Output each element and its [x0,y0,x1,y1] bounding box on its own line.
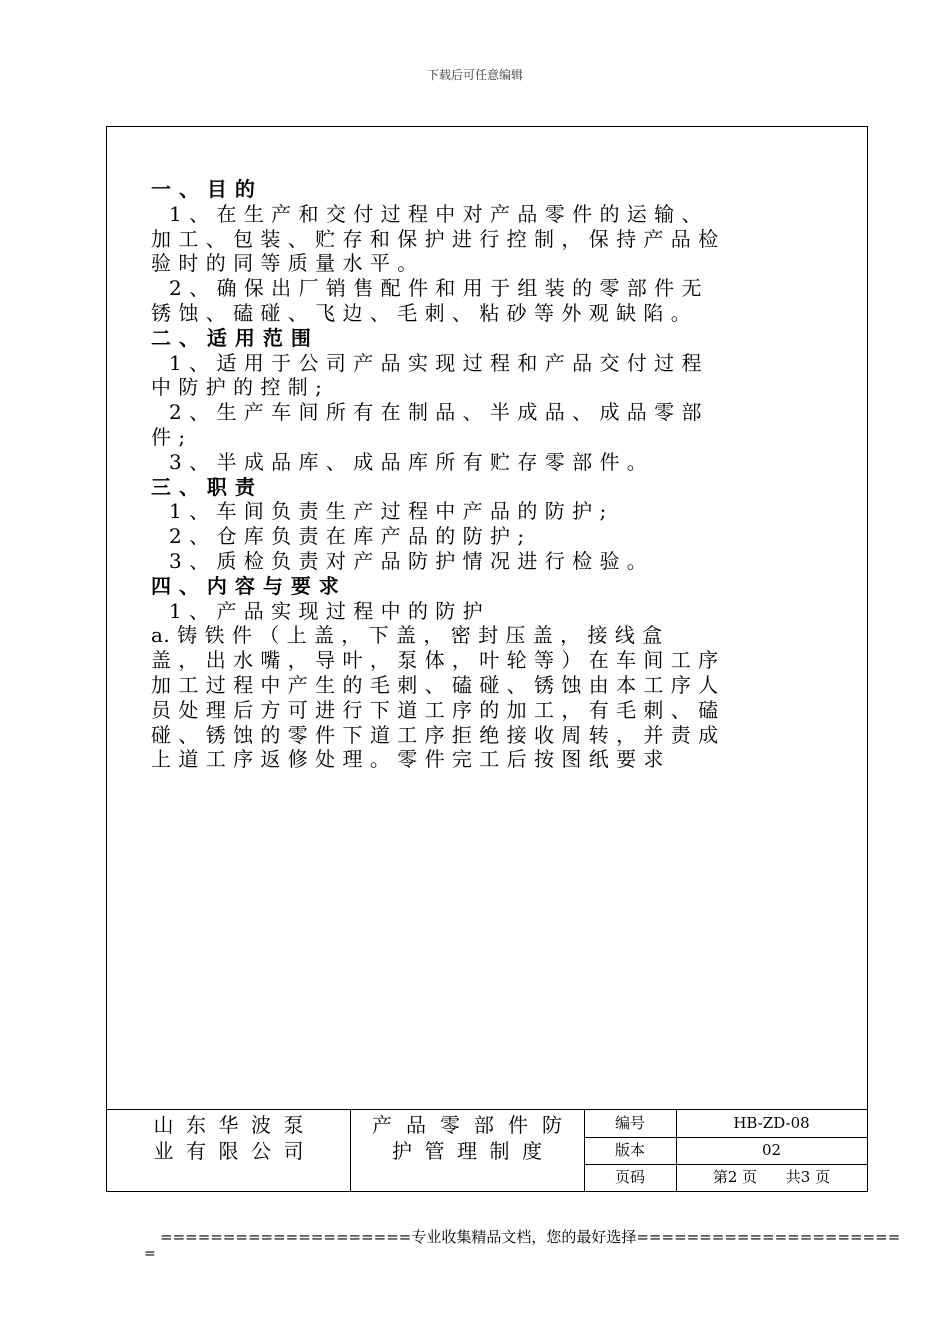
code-value: HB-ZD-08 [733,1114,810,1132]
company-name-char: 东 [186,1113,206,1137]
bottom-note-tail: = [144,1246,156,1262]
section-4-line-4: 加 工 过 程 中 产 生 的 毛 刺 、 磕 碰 、 锈 蚀 由 本 工 序 人 [151,672,719,697]
company-name-char: 限 [218,1139,239,1163]
document-title-char: 度 [522,1139,542,1163]
header-note: 下载后可任意编辑 [426,68,523,82]
company-name-char: 司 [283,1139,304,1163]
page-value: 第2 页 共3 页 [712,1168,831,1186]
company-name-char: 有 [186,1139,206,1163]
company-name-char: 山 [153,1113,174,1137]
code-label: 编号 [614,1114,645,1132]
section-4-line-3: 盖 ， 出 水 嘴 ， 导 叶 ， 泵 体 ， 叶 轮 等 ） 在 车 间 工 序 [151,648,719,673]
section-2-line-5: 3 、 半 成 品 库 、 成 品 库 所 有 贮 存 零 部 件 。 [169,449,648,474]
section-2-title: 二 、 适 用 范 围 [151,325,312,350]
document-title-char: 护 [392,1139,412,1163]
section-4-line-7: 上 道 工 序 返 修 处 理 。 零 件 完 工 后 按 图 纸 要 求 [151,747,664,772]
section-4-line-2: a. 铸 铁 件 （ 上 盖 ， 下 盖 ， 密 封 压 盖 ， 接 线 盒 [151,623,663,648]
section-2-line-1: 1 、 适 用 于 公 司 产 品 实 现 过 程 和 产 品 交 付 过 程 [169,350,703,375]
section-2-line-4: 件 ; [151,424,186,449]
section-2-line-2: 中 防 护 的 控 制 ; [151,375,323,400]
section-3-line-3: 3 、 质 检 负 责 对 产 品 防 护 情 况 进 行 检 验 。 [169,548,648,573]
company-name-char: 业 [153,1139,174,1163]
company-name-char: 公 [251,1139,271,1163]
section-1-line-2: 加 工 、 包 装 、 贮 存 和 保 护 进 行 控 制 ， 保 持 产 品 检 [151,226,719,251]
section-1-line-1: 1 、 在 生 产 和 交 付 过 程 中 对 产 品 零 件 的 运 输 、 [169,201,703,226]
section-4-line-1: 1 、 产 品 实 现 过 程 中 的 防 护 [169,598,484,623]
section-1-line-5: 锈 蚀 、 磕 碰 、 飞 边 、 毛 刺 、 粘 砂 等 外 观 缺 陷 。 [151,300,692,325]
company-name-char: 泵 [283,1113,304,1137]
section-3-line-2: 2 、 仓 库 负 责 在 库 产 品 的 防 护 ; [169,524,525,549]
section-4-line-6: 碰 、 锈 蚀 的 零 件 下 道 工 序 拒 绝 接 收 周 转 ， 并 责 成 [151,722,719,747]
company-name-char: 波 [251,1113,271,1137]
section-1-title: 一 、 目 的 [151,177,256,201]
section-2-line-3: 2 、 生 产 车 间 所 有 在 制 品 、 半 成 品 、 成 品 零 部 [169,400,703,425]
section-1-line-4: 2 、 确 保 出 厂 销 售 配 件 和 用 于 组 装 的 零 部 件 无 [169,276,703,301]
document-title-char: 部 [474,1113,494,1137]
document-title-char: 件 [508,1113,528,1137]
section-4-title: 四 、 内 容 与 要 求 [151,573,340,598]
bottom-note: ====================专业收集精品文档，您的最好选择===================== [160,1228,901,1246]
document-title-char: 产 [372,1113,392,1137]
company-name-char: 华 [218,1113,239,1137]
document-title-char: 管 [424,1139,445,1163]
document-title-char: 理 [457,1139,477,1163]
section-1-line-3: 验 时 的 同 等 质 量 水 平 。 [151,251,418,276]
footer-info-table [107,1109,867,1191]
company-name [107,1110,350,1191]
section-4-line-5: 员 处 理 后 方 可 进 行 下 道 工 序 的 加 工 ， 有 毛 刺 、 磕 [151,697,719,722]
version-label: 版本 [614,1141,645,1159]
section-3-line-1: 1 、 车 间 负 责 生 产 过 程 中 产 品 的 防 护 ; [169,499,607,524]
version-value: 02 [761,1141,782,1159]
document-title [350,1110,584,1191]
document-title-char: 制 [489,1139,510,1163]
section-3-title: 三 、 职 责 [151,474,256,499]
page-label: 页码 [614,1168,645,1186]
document-frame [106,126,868,1192]
document-title-char: 品 [406,1113,426,1137]
document-title-char: 防 [542,1113,562,1137]
document-body [151,177,851,772]
document-title-char: 零 [440,1113,460,1137]
